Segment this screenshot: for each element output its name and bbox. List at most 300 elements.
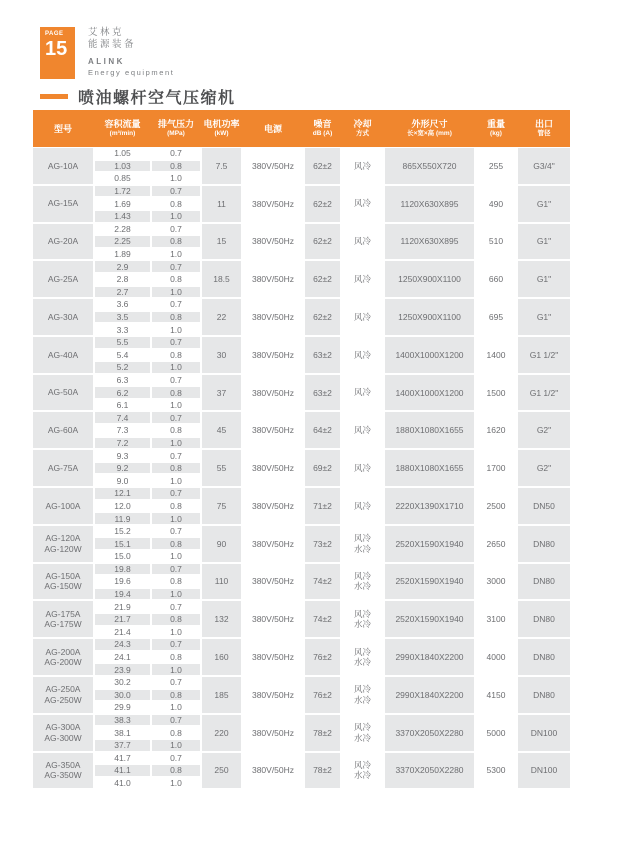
column-header-label: 电机功率 (203, 119, 240, 129)
cooling-cell-line: 水冷 (353, 543, 371, 554)
brand-name-cn-1: 艾林克 (88, 27, 125, 38)
flow-cell: 21.7 (95, 614, 150, 625)
column-header-unit: 管径 (537, 130, 551, 137)
noise-cell: 69±2 (305, 450, 340, 486)
column-header-label: 型号 (53, 123, 72, 134)
flow-cell: 5.5 (95, 337, 150, 348)
model-cell (33, 148, 93, 184)
power-cell: 37 (202, 375, 241, 411)
power-cell: 250 (202, 753, 241, 789)
brand-name-cn-2: 能源装备 (88, 38, 137, 50)
outlet-cell: DN50 (518, 488, 570, 524)
weight-cell: 695 (488, 312, 504, 323)
dims-cell: 1120X630X895 (385, 224, 474, 260)
pressure-cell: 0.8 (152, 765, 200, 776)
column-header-unit: dB (A) (312, 130, 333, 137)
pressure-cell: 0.8 (170, 349, 182, 360)
model-cell-line: AG-100A (45, 500, 81, 511)
page-header (40, 27, 174, 79)
noise-cell: 78±2 (305, 753, 340, 789)
model-cell-line: AG-40A (47, 349, 79, 360)
weight-cell: 1700 (486, 463, 506, 474)
flow-cell: 2.7 (95, 287, 150, 298)
pressure-cell: 0.7 (152, 639, 200, 650)
cooling-cell-line: 风冷 (353, 425, 371, 436)
model-cell-line: AG-300W (44, 732, 82, 743)
outlet-cell: G1" (518, 186, 570, 222)
cooling-cell-line: 风冷 (353, 646, 371, 657)
model-cell-line: AG-120A (45, 533, 81, 544)
flow-cell: 19.8 (95, 564, 150, 575)
table-row (33, 261, 570, 272)
model-cell (33, 186, 93, 222)
pressure-cell: 0.8 (152, 387, 200, 398)
model-cell (33, 526, 93, 562)
cooling-cell-line: 风冷 (353, 462, 371, 473)
pressure-cell: 0.7 (152, 715, 200, 726)
page-number-badge (40, 27, 75, 79)
outlet-cell: G1 1/2" (518, 337, 570, 373)
cooling-cell (342, 412, 383, 448)
model-cell (33, 677, 93, 713)
pressure-cell: 1.0 (152, 664, 200, 675)
pressure-cell: 0.8 (152, 236, 200, 247)
flow-cell: 2.9 (95, 261, 150, 272)
dims-cell: 865X550X720 (385, 148, 474, 184)
power-cell: 132 (202, 601, 241, 637)
column-header-unit: (kW) (214, 130, 229, 137)
dims-cell: 3370X2050X2280 (385, 753, 474, 789)
flow-cell: 1.69 (114, 198, 131, 209)
column-header-label: 冷却 (353, 119, 372, 129)
pressure-cell: 0.7 (170, 299, 182, 310)
column-header (305, 110, 340, 147)
weight-cell: 2650 (486, 538, 506, 549)
flow-cell: 1.43 (95, 211, 150, 222)
power-cell: 90 (202, 526, 241, 562)
model-cell-line: AG-300A (45, 722, 81, 733)
flow-cell: 19.4 (95, 589, 150, 600)
flow-cell: 19.6 (114, 576, 131, 587)
cooling-cell (342, 564, 383, 600)
column-header (33, 110, 93, 147)
pressure-cell: 0.8 (152, 614, 200, 625)
outlet-cell: DN100 (518, 753, 570, 789)
supply-cell: 380V/50Hz (251, 312, 295, 323)
flow-cell: 7.3 (116, 425, 129, 436)
pressure-cell: 0.7 (170, 752, 182, 763)
cooling-cell (342, 186, 383, 222)
flow-cell: 3.3 (116, 324, 129, 335)
supply-cell: 380V/50Hz (251, 727, 295, 738)
pressure-cell: 0.7 (170, 601, 182, 612)
flow-cell: 37.7 (95, 740, 150, 751)
cooling-cell-line: 水冷 (353, 694, 371, 705)
pressure-cell: 0.8 (152, 538, 200, 549)
flow-cell: 30.2 (114, 677, 131, 688)
model-cell-line: AG-50A (47, 387, 79, 398)
supply-cell: 380V/50Hz (251, 274, 295, 285)
model-cell-line: AG-350W (44, 770, 82, 781)
pressure-cell: 0.8 (170, 500, 182, 511)
column-header-label: 电源 (263, 123, 282, 134)
pressure-cell: 0.8 (170, 652, 182, 663)
outlet-cell: DN80 (518, 564, 570, 600)
model-cell-line: AG-20A (47, 236, 79, 247)
supply-cell: 380V/50Hz (251, 689, 295, 700)
outlet-cell: DN100 (518, 715, 570, 751)
column-header-unit: 长×宽×高 (mm) (407, 130, 452, 137)
model-cell (33, 488, 93, 524)
cooling-cell-line: 风冷 (353, 273, 371, 284)
table-row (33, 601, 570, 612)
flow-cell: 2.25 (95, 236, 150, 247)
cooling-cell-line: 水冷 (353, 657, 371, 668)
pressure-cell: 0.7 (152, 186, 200, 197)
cooling-cell (342, 375, 383, 411)
noise-cell: 64±2 (305, 412, 340, 448)
cooling-cell (342, 299, 383, 335)
power-cell: 185 (202, 677, 241, 713)
cooling-cell (342, 639, 383, 675)
flow-cell: 38.3 (95, 715, 150, 726)
model-cell-line: AG-120W (44, 543, 82, 554)
table-row (33, 564, 570, 575)
cooling-cell (342, 753, 383, 789)
pressure-cell: 0.7 (152, 412, 200, 423)
model-cell-line: AG-150A (45, 570, 81, 581)
flow-cell: 1.05 (114, 148, 131, 159)
weight-cell: 4150 (486, 689, 506, 700)
column-header-label: 重量 (486, 119, 505, 129)
cooling-cell-line: 水冷 (353, 732, 371, 743)
pressure-cell: 0.8 (152, 161, 200, 172)
cooling-cell (342, 715, 383, 751)
dims-cell: 1400X1000X1200 (385, 337, 474, 373)
flow-cell: 3.6 (116, 299, 129, 310)
noise-cell: 63±2 (305, 337, 340, 373)
supply-cell: 380V/50Hz (251, 463, 295, 474)
dims-cell: 1880X1080X1655 (385, 450, 474, 486)
pressure-cell: 0.7 (152, 337, 200, 348)
model-cell (33, 337, 93, 373)
column-header-label: 容积流量 (104, 119, 141, 129)
cooling-cell (342, 677, 383, 713)
brand-tagline-en: Energy equipment (88, 68, 175, 77)
model-cell (33, 375, 93, 411)
pressure-cell: 0.8 (170, 198, 182, 209)
noise-cell: 62±2 (305, 261, 340, 297)
table-row (33, 526, 570, 537)
supply-cell: 380V/50Hz (251, 765, 295, 776)
table-row (33, 639, 570, 650)
table-row (33, 186, 570, 197)
pressure-cell: 0.7 (152, 261, 200, 272)
model-cell-line: AG-30A (47, 311, 79, 322)
outlet-cell: DN80 (518, 601, 570, 637)
pressure-cell: 1.0 (152, 740, 200, 751)
pressure-cell: 0.8 (152, 463, 200, 474)
supply-cell: 380V/50Hz (251, 614, 295, 625)
weight-cell: 1500 (486, 387, 506, 398)
noise-cell: 71±2 (305, 488, 340, 524)
power-cell: 18.5 (202, 261, 241, 297)
model-cell (33, 639, 93, 675)
flow-cell: 5.2 (95, 362, 150, 373)
pressure-cell: 1.0 (170, 777, 182, 788)
flow-cell: 23.9 (95, 664, 150, 675)
cooling-cell-line: 风冷 (353, 608, 371, 619)
power-cell: 30 (202, 337, 241, 373)
column-header-unit: (m³/min) (109, 130, 136, 137)
column-header (385, 110, 474, 147)
supply-cell: 380V/50Hz (251, 236, 295, 247)
column-header-label: 噪音 (313, 119, 332, 129)
outlet-cell: G2" (518, 412, 570, 448)
pressure-cell: 0.7 (170, 374, 182, 385)
pressure-cell: 0.8 (170, 425, 182, 436)
power-cell: 11 (202, 186, 241, 222)
pressure-cell: 1.0 (152, 438, 200, 449)
pressure-cell: 0.8 (170, 274, 182, 285)
column-header (202, 110, 241, 147)
column-header (518, 110, 570, 147)
outlet-cell: G3/4" (518, 148, 570, 184)
model-cell-line: AG-75A (47, 462, 79, 473)
outlet-cell: G1" (518, 299, 570, 335)
pressure-cell: 1.0 (170, 173, 182, 184)
supply-cell: 380V/50Hz (251, 538, 295, 549)
outlet-cell: DN80 (518, 526, 570, 562)
supply-cell: 380V/50Hz (251, 160, 295, 171)
supply-cell: 380V/50Hz (251, 652, 295, 663)
weight-cell: 2500 (486, 500, 506, 511)
dims-cell: 2220X1390X1710 (385, 488, 474, 524)
noise-cell: 76±2 (305, 677, 340, 713)
flow-cell: 12.0 (114, 500, 131, 511)
outlet-cell: G1" (518, 261, 570, 297)
model-cell (33, 412, 93, 448)
noise-cell: 62±2 (305, 224, 340, 260)
weight-cell: 4000 (486, 652, 506, 663)
dims-cell: 2990X1840X2200 (385, 639, 474, 675)
column-header-unit: (MPa) (167, 130, 185, 137)
noise-cell: 63±2 (305, 375, 340, 411)
noise-cell: 73±2 (305, 526, 340, 562)
dims-cell: 2520X1590X1940 (385, 601, 474, 637)
pressure-cell: 1.0 (152, 362, 200, 373)
power-cell: 220 (202, 715, 241, 751)
flow-cell: 6.2 (95, 387, 150, 398)
pressure-cell: 1.0 (170, 551, 182, 562)
outlet-cell: DN80 (518, 677, 570, 713)
model-cell-line: AG-15A (47, 198, 79, 209)
table-row (33, 677, 570, 688)
model-cell-line: AG-175W (44, 619, 82, 630)
flow-cell: 15.0 (114, 551, 131, 562)
noise-cell: 62±2 (305, 299, 340, 335)
flow-cell: 30.0 (95, 690, 150, 701)
dims-cell: 1250X900X1100 (385, 299, 474, 335)
model-cell-line: AG-200W (44, 657, 82, 668)
flow-cell: 38.1 (114, 727, 131, 738)
model-cell-line: AG-250A (45, 684, 81, 695)
outlet-cell: G2" (518, 450, 570, 486)
flow-cell: 41.0 (114, 777, 131, 788)
supply-cell: 380V/50Hz (251, 500, 295, 511)
flow-cell: 29.9 (114, 702, 131, 713)
flow-cell: 21.4 (114, 626, 131, 637)
flow-cell: 15.2 (114, 526, 131, 537)
cooling-cell-line: 水冷 (353, 619, 371, 630)
flow-cell: 2.28 (114, 223, 131, 234)
flow-cell: 9.2 (95, 463, 150, 474)
column-header (243, 110, 303, 147)
outlet-cell: G1" (518, 224, 570, 260)
supply-cell: 380V/50Hz (251, 576, 295, 587)
table-header-row (33, 110, 570, 147)
cooling-cell (342, 488, 383, 524)
power-cell: 22 (202, 299, 241, 335)
cooling-cell-line: 风冷 (353, 236, 371, 247)
cooling-cell (342, 526, 383, 562)
flow-cell: 1.03 (95, 161, 150, 172)
table-row (33, 375, 570, 386)
cooling-cell-line: 风冷 (353, 387, 371, 398)
noise-cell: 74±2 (305, 564, 340, 600)
brand-name-en: ALINK (88, 57, 125, 66)
flow-cell: 12.1 (95, 488, 150, 499)
pressure-cell: 1.0 (170, 475, 182, 486)
pressure-cell: 0.7 (170, 223, 182, 234)
cooling-cell (342, 148, 383, 184)
power-cell: 75 (202, 488, 241, 524)
weight-cell: 1400 (486, 349, 506, 360)
model-cell (33, 224, 93, 260)
column-header (476, 110, 516, 147)
cooling-cell-line: 风冷 (353, 198, 371, 209)
brand-block (88, 27, 174, 77)
supply-cell: 380V/50Hz (251, 198, 295, 209)
model-cell-line: AG-350A (45, 759, 81, 770)
weight-cell: 510 (488, 236, 504, 247)
noise-cell: 62±2 (305, 148, 340, 184)
flow-cell: 15.1 (95, 538, 150, 549)
flow-cell: 1.72 (95, 186, 150, 197)
cooling-cell-line: 风冷 (353, 533, 371, 544)
power-cell: 55 (202, 450, 241, 486)
model-cell (33, 564, 93, 600)
column-header-label: 排气压力 (157, 119, 194, 129)
weight-cell: 3100 (486, 614, 506, 625)
dims-cell: 1880X1080X1655 (385, 412, 474, 448)
table-row (33, 224, 570, 235)
flow-cell: 11.9 (95, 513, 150, 524)
column-header (152, 110, 200, 147)
cooling-cell-line: 风冷 (353, 570, 371, 581)
flow-cell: 0.85 (114, 173, 131, 184)
pressure-cell: 0.8 (152, 312, 200, 323)
supply-cell: 380V/50Hz (251, 349, 295, 360)
model-cell (33, 261, 93, 297)
pressure-cell: 1.0 (152, 287, 200, 298)
dims-cell: 1120X630X895 (385, 186, 474, 222)
table-row (33, 337, 570, 348)
pressure-cell: 0.8 (170, 576, 182, 587)
pressure-cell: 1.0 (170, 626, 182, 637)
table-row (33, 715, 570, 726)
pressure-cell: 1.0 (170, 702, 182, 713)
cooling-cell (342, 337, 383, 373)
flow-cell: 3.5 (95, 312, 150, 323)
flow-cell: 21.9 (114, 601, 131, 612)
cooling-cell-line: 风冷 (353, 160, 371, 171)
weight-cell: 490 (488, 198, 504, 209)
weight-cell: 660 (488, 274, 504, 285)
dims-cell: 3370X2050X2280 (385, 715, 474, 751)
power-cell: 7.5 (202, 148, 241, 184)
cooling-cell-line: 风冷 (353, 684, 371, 695)
noise-cell: 78±2 (305, 715, 340, 751)
dims-cell: 1400X1000X1200 (385, 375, 474, 411)
page-number: 15 (45, 38, 68, 60)
model-cell-line: AG-175A (45, 608, 81, 619)
page-title: 喷油螺杆空气压缩机 (78, 90, 236, 107)
flow-cell: 7.4 (95, 412, 150, 423)
model-cell-line: AG-10A (47, 160, 79, 171)
noise-cell: 62±2 (305, 186, 340, 222)
power-cell: 45 (202, 412, 241, 448)
pressure-cell: 0.7 (170, 148, 182, 159)
flow-cell: 24.1 (114, 652, 131, 663)
flow-cell: 9.3 (116, 450, 129, 461)
cooling-cell-line: 风冷 (353, 759, 371, 770)
flow-cell: 41.7 (114, 752, 131, 763)
column-header-unit: 方式 (356, 130, 369, 137)
table-row (33, 299, 570, 310)
flow-cell: 41.1 (95, 765, 150, 776)
model-cell-line: AG-60A (47, 425, 79, 436)
cooling-cell (342, 224, 383, 260)
table-row (33, 488, 570, 499)
cooling-cell-line: 水冷 (353, 581, 371, 592)
pressure-cell: 1.0 (170, 249, 182, 260)
dims-cell: 1250X900X1100 (385, 261, 474, 297)
pressure-cell: 0.7 (170, 450, 182, 461)
model-cell (33, 753, 93, 789)
supply-cell: 380V/50Hz (251, 387, 295, 398)
weight-cell: 3000 (486, 576, 506, 587)
model-cell (33, 601, 93, 637)
column-header (342, 110, 383, 147)
dims-cell: 2520X1590X1940 (385, 526, 474, 562)
flow-cell: 6.3 (116, 374, 129, 385)
column-header-label: 出口 (534, 119, 553, 129)
pressure-cell: 0.7 (152, 488, 200, 499)
cooling-cell-line: 水冷 (353, 770, 371, 781)
pressure-cell: 1.0 (170, 400, 182, 411)
table-row (33, 753, 570, 764)
dims-cell: 2990X1840X2200 (385, 677, 474, 713)
model-cell-line: AG-250W (44, 694, 82, 705)
weight-cell: 1620 (486, 425, 506, 436)
page-label: PAGE (45, 31, 64, 37)
column-header-label: 外形尺寸 (411, 119, 448, 129)
weight-cell: 5000 (486, 727, 506, 738)
outlet-cell: DN80 (518, 639, 570, 675)
cooling-cell (342, 601, 383, 637)
dims-cell: 2520X1590X1940 (385, 564, 474, 600)
